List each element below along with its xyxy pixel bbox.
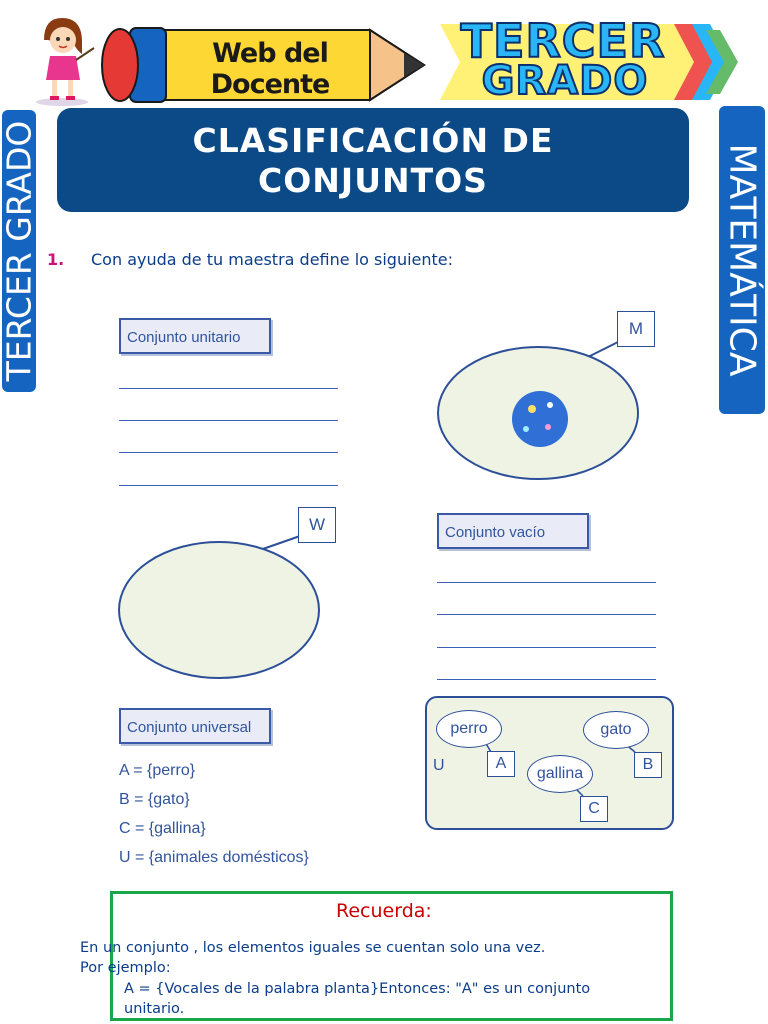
- element-bubble: gallina: [527, 755, 593, 793]
- universe-label-u: U: [433, 757, 445, 774]
- answer-line[interactable]: [437, 582, 656, 583]
- answer-line[interactable]: [119, 420, 338, 421]
- label-conjunto-vacio: Conjunto vacío: [437, 513, 589, 549]
- side-tab-left: [0, 110, 39, 392]
- set-definition: U = {animales domésticos}: [119, 849, 309, 866]
- element-set-label: B: [634, 752, 662, 778]
- grade-logo-line2: GRADO: [481, 58, 649, 104]
- label-conjunto-universal: Conjunto universal: [119, 708, 271, 744]
- set-label-m: M: [617, 311, 655, 347]
- set-definition: B = {gato}: [119, 791, 190, 808]
- set-definition: C = {gallina}: [119, 820, 206, 837]
- side-tab-left-label: TERCER GRADO: [0, 120, 39, 382]
- grade-logo-line1: TERCER: [460, 14, 666, 68]
- page-title-line1: CLASIFICACIÓN DE: [192, 121, 554, 160]
- page-title-line2: CONJUNTOS: [258, 161, 488, 200]
- recuerda-text: unitario.: [124, 1001, 185, 1017]
- answer-line[interactable]: [437, 614, 656, 615]
- element-bubble: gato: [583, 711, 649, 749]
- page-title: [57, 108, 689, 212]
- element-set-label: A: [487, 751, 515, 777]
- set-definition: A = {perro}: [119, 762, 196, 779]
- answer-line[interactable]: [119, 485, 338, 486]
- question-number: 1.: [47, 250, 65, 269]
- recuerda-title: Recuerda:: [336, 900, 432, 922]
- set-label-w: W: [298, 507, 336, 543]
- question-text: Con ayuda de tu maestra define lo siguiente:: [91, 250, 454, 269]
- answer-line[interactable]: [437, 647, 656, 648]
- element-set-label: C: [580, 796, 608, 822]
- brand-text: Web del Docente: [210, 38, 330, 100]
- answer-line[interactable]: [119, 388, 338, 389]
- recuerda-text: A = {Vocales de la palabra planta}Entonces: "A" es un conjunto: [124, 981, 591, 997]
- element-bubble: perro: [436, 710, 502, 748]
- recuerda-text: En un conjunto , los elementos iguales se cuentan solo una vez.: [80, 940, 546, 956]
- side-tab-right: [719, 106, 765, 414]
- answer-line[interactable]: [437, 679, 656, 680]
- answer-line[interactable]: [119, 452, 338, 453]
- recuerda-text: Por ejemplo:: [80, 960, 171, 976]
- side-tab-right-label: MATEMÁTICA: [721, 143, 763, 377]
- teacher-mascot-icon: [26, 14, 98, 106]
- label-conjunto-unitario: Conjunto unitario: [119, 318, 271, 354]
